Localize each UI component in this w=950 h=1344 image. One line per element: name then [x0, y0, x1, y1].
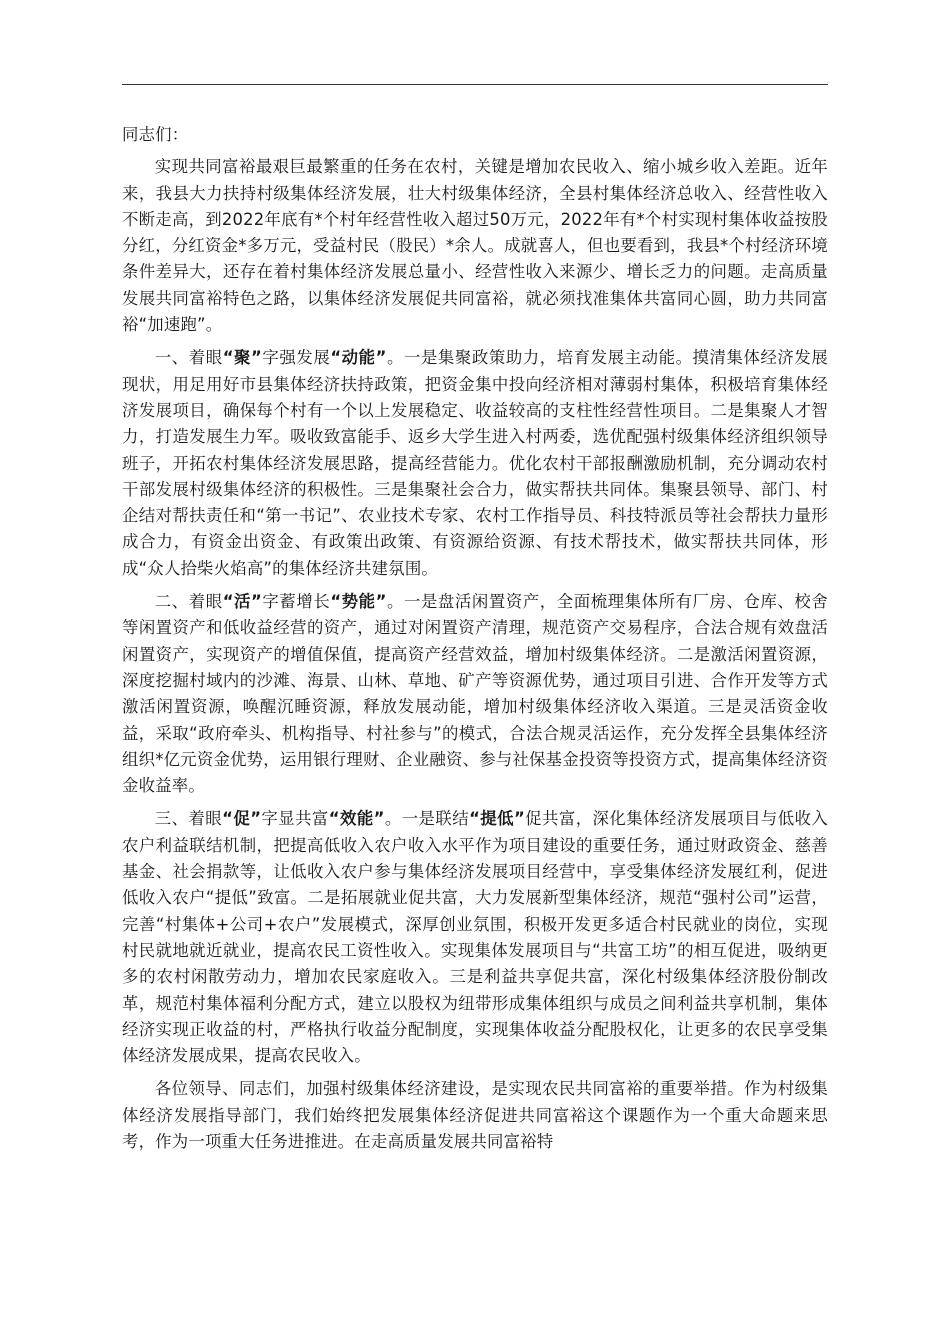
section-3-keyword: “促” [222, 809, 262, 829]
section-1-keyword: “聚” [222, 348, 263, 368]
salutation: 同志们： [122, 125, 189, 144]
section-3-paragraph [122, 806, 828, 1069]
section-2-body: 。一是盘活闲置资产，全面梳理集体所有厂房、仓库、校舍等闲置资产和低收益经营的资产，通过对闲置资产清理，规范资产交易程序，合法合规有效盘活闲置资产，实现资产的增值保值，提高资产经营效益，增加村级集体经济。二是激活闲置资源，深度挖掘村域内的沙滩、海景、山林、草地、矿产等资源优势，通过项目引进、合作开发等方式激活闲置资源，唤醒沉睡资源，释放发展动能，增加村级集体经济收入渠道。三是灵活资金收益，采取“政府牵头、机构指导、村社参与”的模式，合法合规灵活运作，充分发挥全县集体经济组织*亿元资金优势，运用银行理财、企业融资、参与社保基金投资等投资方式，提高集体经济资金收益率。 [122, 592, 828, 796]
section-3-body-rest: 促共富，深化集体经济发展项目与低收入农户利益联结机制，把提高低收入农户收入水平作为项目建设的重要任务，通过财政资金、慈善基金、社会捐款等，让低收入农户参与集体经济发展项目经营中，享受集体经济发展红利，促进低收入农户“提低”致富。二是拓展就业促共富，大力发展新型集体经济，规范“强村公司”运营，完善“村集体+公司+农户”发展模式，深厚创业氛围，积极开发更多适合村民就业的岗位，实现村民就地就近就业，提高农民工资性收入。实现集体发展项目与“共富工坊”的相互促进，吸纳更多的农村闲散劳动力，增加农民家庭收入。三是利益共享促共富，深化村级集体经济股份制改革，规范村集体福利分配方式，建立以股权为纽带形成集体组织与成员之间利益共享机制，集体经济实现正收益的村，严格执行收益分配制度，实现集体收益分配股权化，让更多的农民享受集体经济发展成果，提高农民收入。 [122, 809, 828, 1066]
section-1-paragraph [122, 345, 828, 582]
closing-paragraph: 各位领导、同志们，加强村级集体经济建设，是实现农民共同富裕的重要举措。作为村级集体经济发展指导部门，我们始终把发展集体经济促进共同富裕这个课题作为一个重大命题来思考，作为一项重大任务进推进。在走高质量发展共同富裕特 [122, 1079, 828, 1151]
intro-paragraph: 实现共同富裕最艰巨最繁重的任务在农村，关键是增加农民收入、缩小城乡收入差距。近年来，我县大力扶持村级集体经济发展，壮大村级集体经济，全县村集体经济总收入、经营性收入不断走高，到2022年底有*个村年经营性收入超过50万元，2022年有*个村实现村集体收益按股分红，分红资金*多万元，受益村民（股民）*余人。成就喜人，但也要看到，我县*个村经济环境条件差异大，还存在着村集体经济发展总量小、经营性收入来源少、增长乏力的问题。走高质量发展共同富裕特色之路，以集体经济发展促共同富裕，就必须找准集体共富同心圆，助力共同富裕“加速跑”。 [122, 157, 828, 335]
section-2-keyword: “活” [222, 592, 263, 612]
section-1-heading-middle: 字强发展 [262, 348, 331, 368]
document-body [122, 122, 828, 1162]
header-rule [122, 84, 828, 85]
section-3-heading-prefix: 三、着眼 [154, 809, 223, 829]
section-1-body: 。一是集聚政策助力，培育发展主动能。摸清集体经济发展现状，用足用好市县集体经济扶持政策，把资金集中投向经济相对薄弱村集体，积极培育集体经济发展项目，确保每个村有一个以上发展稳定、收益较高的支柱性经营性项目。二是集聚人才智力，打造发展生力军。吸收致富能手、返乡大学生进入村两委，选优配强村级集体经济组织领导班子，开拓农村集体经济发展思路，提高经营能力。优化农村干部报酬激励机制，充分调动农村干部发展村级集体经济的积极性。三是集聚社会合力，做实帮扶共同体。集聚县领导、部门、村企结对帮扶责任和“第一书记”、农业技术专家、农村工作指导员、科技特派员等社会帮扶力量形成合力，有资金出资金、有政策出政策、有资源给资源、有技术帮技术，做实帮扶共同体，形成“众人拾柴火焰高”的集体经济共建氛围。 [122, 348, 828, 578]
section-2-heading-middle: 字蓄增长 [262, 592, 331, 612]
section-3-theme: “效能” [328, 809, 385, 829]
section-3-heading-middle: 字显共富 [261, 809, 329, 829]
section-1-heading-prefix: 一、着眼 [154, 348, 223, 368]
section-1-theme: “动能” [330, 348, 387, 368]
section-2-heading-prefix: 二、着眼 [154, 592, 223, 612]
section-3-emphasis: “提低” [469, 809, 525, 829]
section-2-paragraph [122, 589, 828, 799]
section-2-theme: “势能” [330, 592, 387, 612]
section-3-body-start: 。一是联结 [384, 809, 470, 829]
